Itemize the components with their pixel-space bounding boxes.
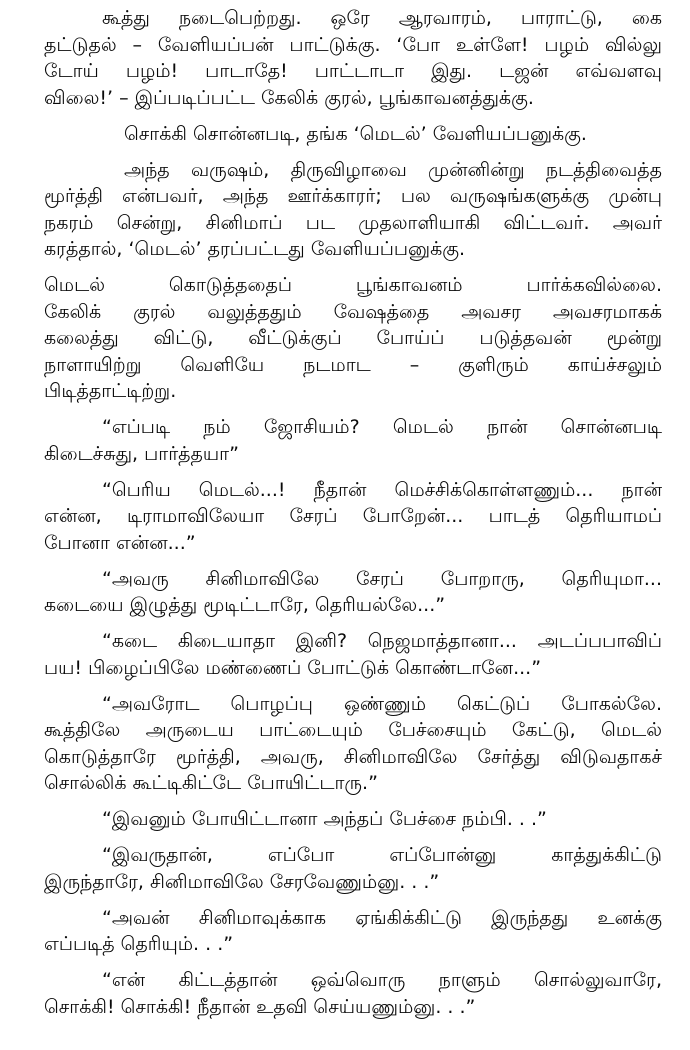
text-line: எப்படித் தெரியும். . .” (44, 933, 234, 955)
text-line: சொக்கி! சொக்கி! நீதான் உதவி செய்யணும்னு. . .” (44, 995, 476, 1018)
text-line: சொக்கி சொன்னபடி, தங்க ‘மெடல்’ வேளியப்பனுக்கு. (124, 122, 587, 145)
paragraph (44, 272, 662, 405)
text-line: விலை!’ – இப்படிப்பட்ட கேலிக் குரல், பூங்காவனத்துக்கு. (44, 86, 534, 109)
text-line: கரத்தால், ‘மெடல்’ தரப்பட்டது வேளியப்பனுக்கு. (44, 238, 466, 260)
paragraph (44, 842, 662, 895)
text-line: கூத்திலே அருடைய பாட்டையும் பேச்சையும் கேட்டு, மெடல் (44, 719, 662, 741)
paragraph (44, 566, 662, 619)
text-line: டோய் பழம்! பாடாதே! பாட்டாடா இது. டஜன் எவ்வளவு (44, 60, 662, 82)
paragraph (44, 905, 662, 958)
text-line: “இவனும் போயிட்டானா அந்தப் பேச்சை நம்பி. . .” (102, 808, 547, 830)
text-line: கேலிக் குரல் வலுத்ததும் வேஷத்தை அவசர அவசரமாகக் (44, 300, 662, 323)
text-line: நாளாயிற்று வெளியே நடமாட – குளிரும் காய்ச்சலும் (44, 353, 662, 376)
text-line: கிடைச்சுது, பார்த்தயா” (44, 442, 239, 465)
paragraph (44, 967, 662, 1020)
text-line: கலைத்து விட்டு, வீட்டுக்குப் போய்ப் படுத்தவன் மூன்று (44, 327, 662, 349)
text-line: “எப்படி நம் ஜோசியம்? மெடல் நான் சொன்னபடி (102, 416, 662, 438)
text-line: “அவரோட பொழப்பு ஒண்ணும் கெட்டுப் போகல்லே. (102, 692, 662, 715)
text-line: பிடித்தாட்டிற்று. (44, 380, 177, 402)
text-line: “பெரிய மெடல்...! நீதான் மெச்சிக்கொள்ளணும்... நான் (102, 478, 662, 501)
paragraph (44, 414, 662, 467)
text-line: கடையை இழுத்து மூடிட்டாரே, தெரியல்லே...” (44, 594, 446, 616)
text-line: நகரம் சென்று, சினிமாப் பட முதலாளியாகி விட்டவர். அவர் (44, 211, 662, 234)
paragraph (44, 121, 662, 148)
text-line: போனா என்ன...” (44, 531, 196, 554)
text-line: “கடை கிடையாதா இனி? நெஜமாத்தானா... அடப்பபாவிப் (102, 630, 662, 652)
text-line: இருந்தாரே, சினிமாவிலே சேரவேணும்னு. . .” (44, 870, 440, 893)
text-line: சொல்லிக் கூட்டிகிட்டே போயிட்டாரு.” (44, 772, 378, 794)
text-line: மூர்த்தி என்பவர், அந்த ஊர்க்காரர்; பல வருஷங்களுக்கு முன்பு (44, 185, 662, 207)
paragraph (44, 157, 662, 263)
text-line: “அவன் சினிமாவுக்காக ஏங்கிக்கிட்டு இருந்தது உனக்கு (102, 906, 662, 929)
paragraph (44, 5, 662, 111)
text-line: என்ன, டிராமாவிலேயா சேரப் போறேன்... பாடத் தெரியாமப் (44, 505, 662, 527)
text-line: மெடல் கொடுத்ததைப் பூங்காவனம் பார்க்கவில்லை. (44, 274, 662, 296)
paragraph (44, 477, 662, 557)
text-line: பய! பிழைப்பிலே மண்ணைப் போட்டுக் கொண்டானே...” (44, 656, 542, 679)
text-line: “அவரு சினிமாவிலே சேரப் போறாரு, தெரியுமா... (102, 567, 662, 590)
text-line: “என் கிட்டத்தான் ஒவ்வொரு நாளும் சொல்லுவாரே, (102, 969, 662, 991)
text-line: தட்டுதல் – வேளியப்பன் பாட்டுக்கு. ‘போ உள்ளே! பழம் வில்லு (44, 33, 662, 56)
text-line: கூத்து நடைபெற்றது. ஒரே ஆரவாரம், பாராட்டு, கை (102, 7, 662, 29)
text-line: “இவருதான், எப்போ எப்போன்னு காத்துக்கிட்டு (102, 844, 662, 866)
paragraph (44, 628, 662, 681)
text-line: கொடுத்தாரே மூர்த்தி, அவரு, சினிமாவிலே சேர்த்து விடுவதாகச் (44, 745, 662, 768)
text-line: அந்த வருஷம், திருவிழாவை முன்னின்று நடத்திவைத்த (124, 158, 662, 181)
paragraph (44, 806, 662, 833)
paragraph (44, 691, 662, 797)
